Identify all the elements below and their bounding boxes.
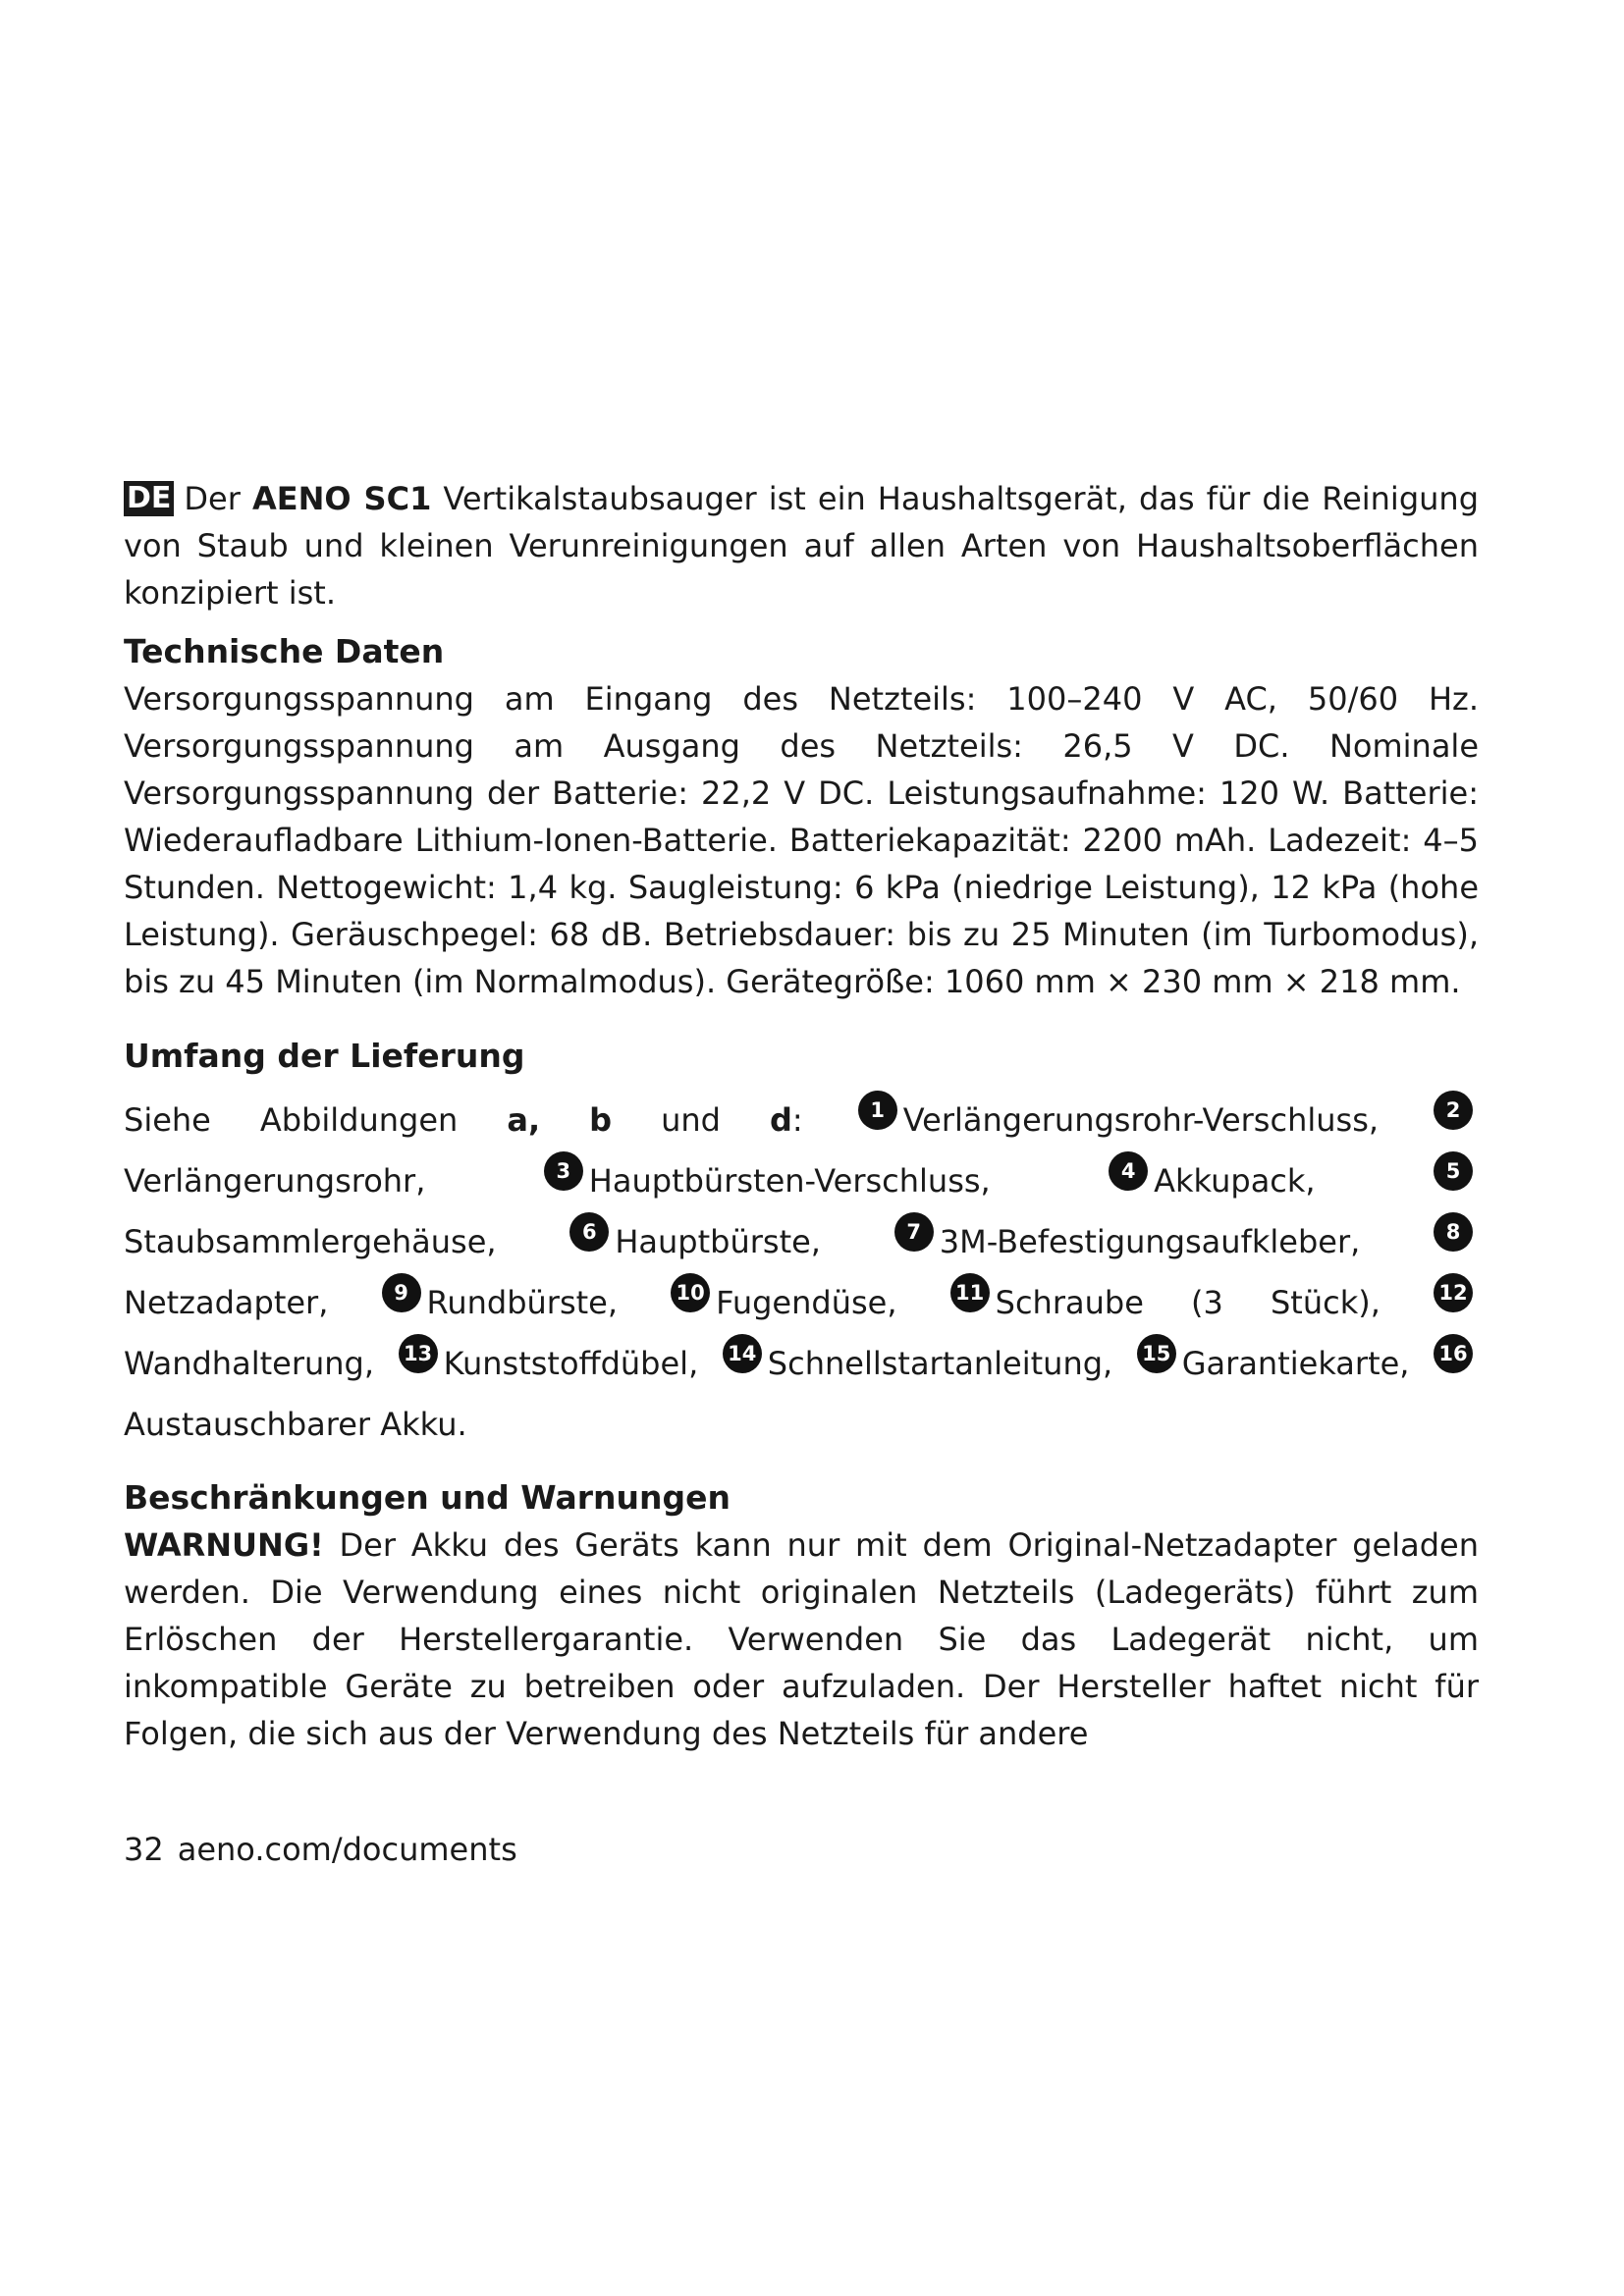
item-number-badge: 13 [399, 1334, 438, 1373]
item-number-badge: 14 [723, 1334, 762, 1373]
intro-after: Vertikalstaubsauger ist ein Haushaltsgerät, das für die Reinigung von Staub und kleinen Verunreinigungen auf allen Arten von Haushaltsoberflächen konzipiert ist. [124, 480, 1480, 612]
item-number-badge: 16 [1434, 1334, 1473, 1373]
item-label: Austauschbarer Akku. [124, 1406, 467, 1443]
scope-and: und [661, 1101, 721, 1139]
intro-paragraph [124, 475, 1479, 616]
scope-lead: Siehe Abbildungen [124, 1101, 459, 1139]
item-label: Garantiekarte, [1181, 1345, 1410, 1382]
item-number-badge: 7 [894, 1212, 934, 1252]
warnings-heading: Beschränkungen und Warnungen [124, 1478, 731, 1517]
item-number-badge: 6 [569, 1212, 609, 1252]
item-label: Verlängerungsrohr-Verschluss, [902, 1101, 1380, 1139]
warnings-paragraph [124, 1522, 1479, 1757]
scope-heading: Umfang der Lieferung [124, 1037, 525, 1075]
page-number: 32 [124, 1831, 164, 1868]
item-number-badge: 5 [1434, 1151, 1473, 1191]
technical-paragraph: Versorgungsspannung am Eingang des Netzteils: 100–240 V AC, 50/60 Hz. Versorgungsspannung am Ausgang des Netzteils: 26,5 V DC. Nominale Versorgungsspannung der Batterie: 22,2 V DC. Leistungsaufnahme: 120 W. Batterie: Wiederaufladbare Lithium-Ionen-Batterie. Batteriekapazität: 2200 mAh. Ladezeit: 4–5 Stunden. Nettogewicht: 1,4 kg. Saugleistung: 6 kPa (niedrige Leistung), 12 kPa (hohe Leistung). Geräuschpegel: 68 dB. Betriebsdauer: bis zu 25 Minuten (im Turbomodus), bis zu 45 Minuten (im Normalmodus). Gerätegröße: 1060 mm × 230 mm × 218 mm. [124, 680, 1479, 1000]
item-number-badge: 9 [382, 1273, 421, 1312]
item-number-badge: 12 [1434, 1273, 1473, 1312]
language-badge: DE [124, 481, 174, 516]
figure-ref-b: b [589, 1101, 613, 1139]
item-label: Hauptbürste, [615, 1223, 821, 1260]
warning-label: WARNUNG! [124, 1526, 324, 1564]
item-number-badge: 11 [950, 1273, 990, 1312]
footer-link[interactable]: aeno.com/documents [177, 1831, 517, 1868]
item-label: Schraube (3 Stück), [995, 1284, 1380, 1321]
scope-colon: : [791, 1101, 803, 1139]
technical-heading: Technische Daten [124, 632, 445, 670]
item-label: Wandhalterung, [124, 1345, 375, 1382]
item-label: Verlängerungsrohr, [124, 1162, 426, 1200]
scope-paragraph [124, 1090, 1479, 1455]
item-label: Netzadapter, [124, 1284, 329, 1321]
intro-before: Der [184, 480, 241, 517]
product-name: AENO SC1 [251, 480, 432, 517]
page-footer [124, 1826, 517, 1873]
item-number-badge: 4 [1109, 1151, 1148, 1191]
figure-ref-d: d [770, 1101, 792, 1139]
figure-ref-a: a, [507, 1101, 541, 1139]
item-number-badge: 2 [1434, 1091, 1473, 1130]
item-label: Kunststoffdübel, [443, 1345, 699, 1382]
item-label: Hauptbürsten-Verschluss, [588, 1162, 991, 1200]
item-number-badge: 10 [671, 1273, 710, 1312]
item-label: Schnellstartanleitung, [767, 1345, 1113, 1382]
document-page [124, 475, 1479, 1757]
item-number-badge: 1 [858, 1091, 897, 1130]
item-label: Rundbürste, [426, 1284, 619, 1321]
warning-text: Der Akku des Geräts kann nur mit dem Original-Netzadapter geladen werden. Die Verwendung eines nicht originalen Netzteils (Ladegeräts) führt zum Erlöschen der Herstellergarantie. Verwenden Sie das Ladegerät nicht, um inkompatible Geräte zu betreiben oder aufzuladen. Der Hersteller haftet nicht für Folgen, die sich aus der Verwendung des Netzteils für andere [124, 1526, 1480, 1752]
item-label: 3M-Befestigungsaufkleber, [939, 1223, 1361, 1260]
item-number-badge: 8 [1434, 1212, 1473, 1252]
item-number-badge: 15 [1137, 1334, 1176, 1373]
item-label: Akkupack, [1154, 1162, 1316, 1200]
item-label: Fugendüse, [716, 1284, 897, 1321]
item-label: Staubsammlergehäuse, [124, 1223, 497, 1260]
item-number-badge: 3 [544, 1151, 583, 1191]
